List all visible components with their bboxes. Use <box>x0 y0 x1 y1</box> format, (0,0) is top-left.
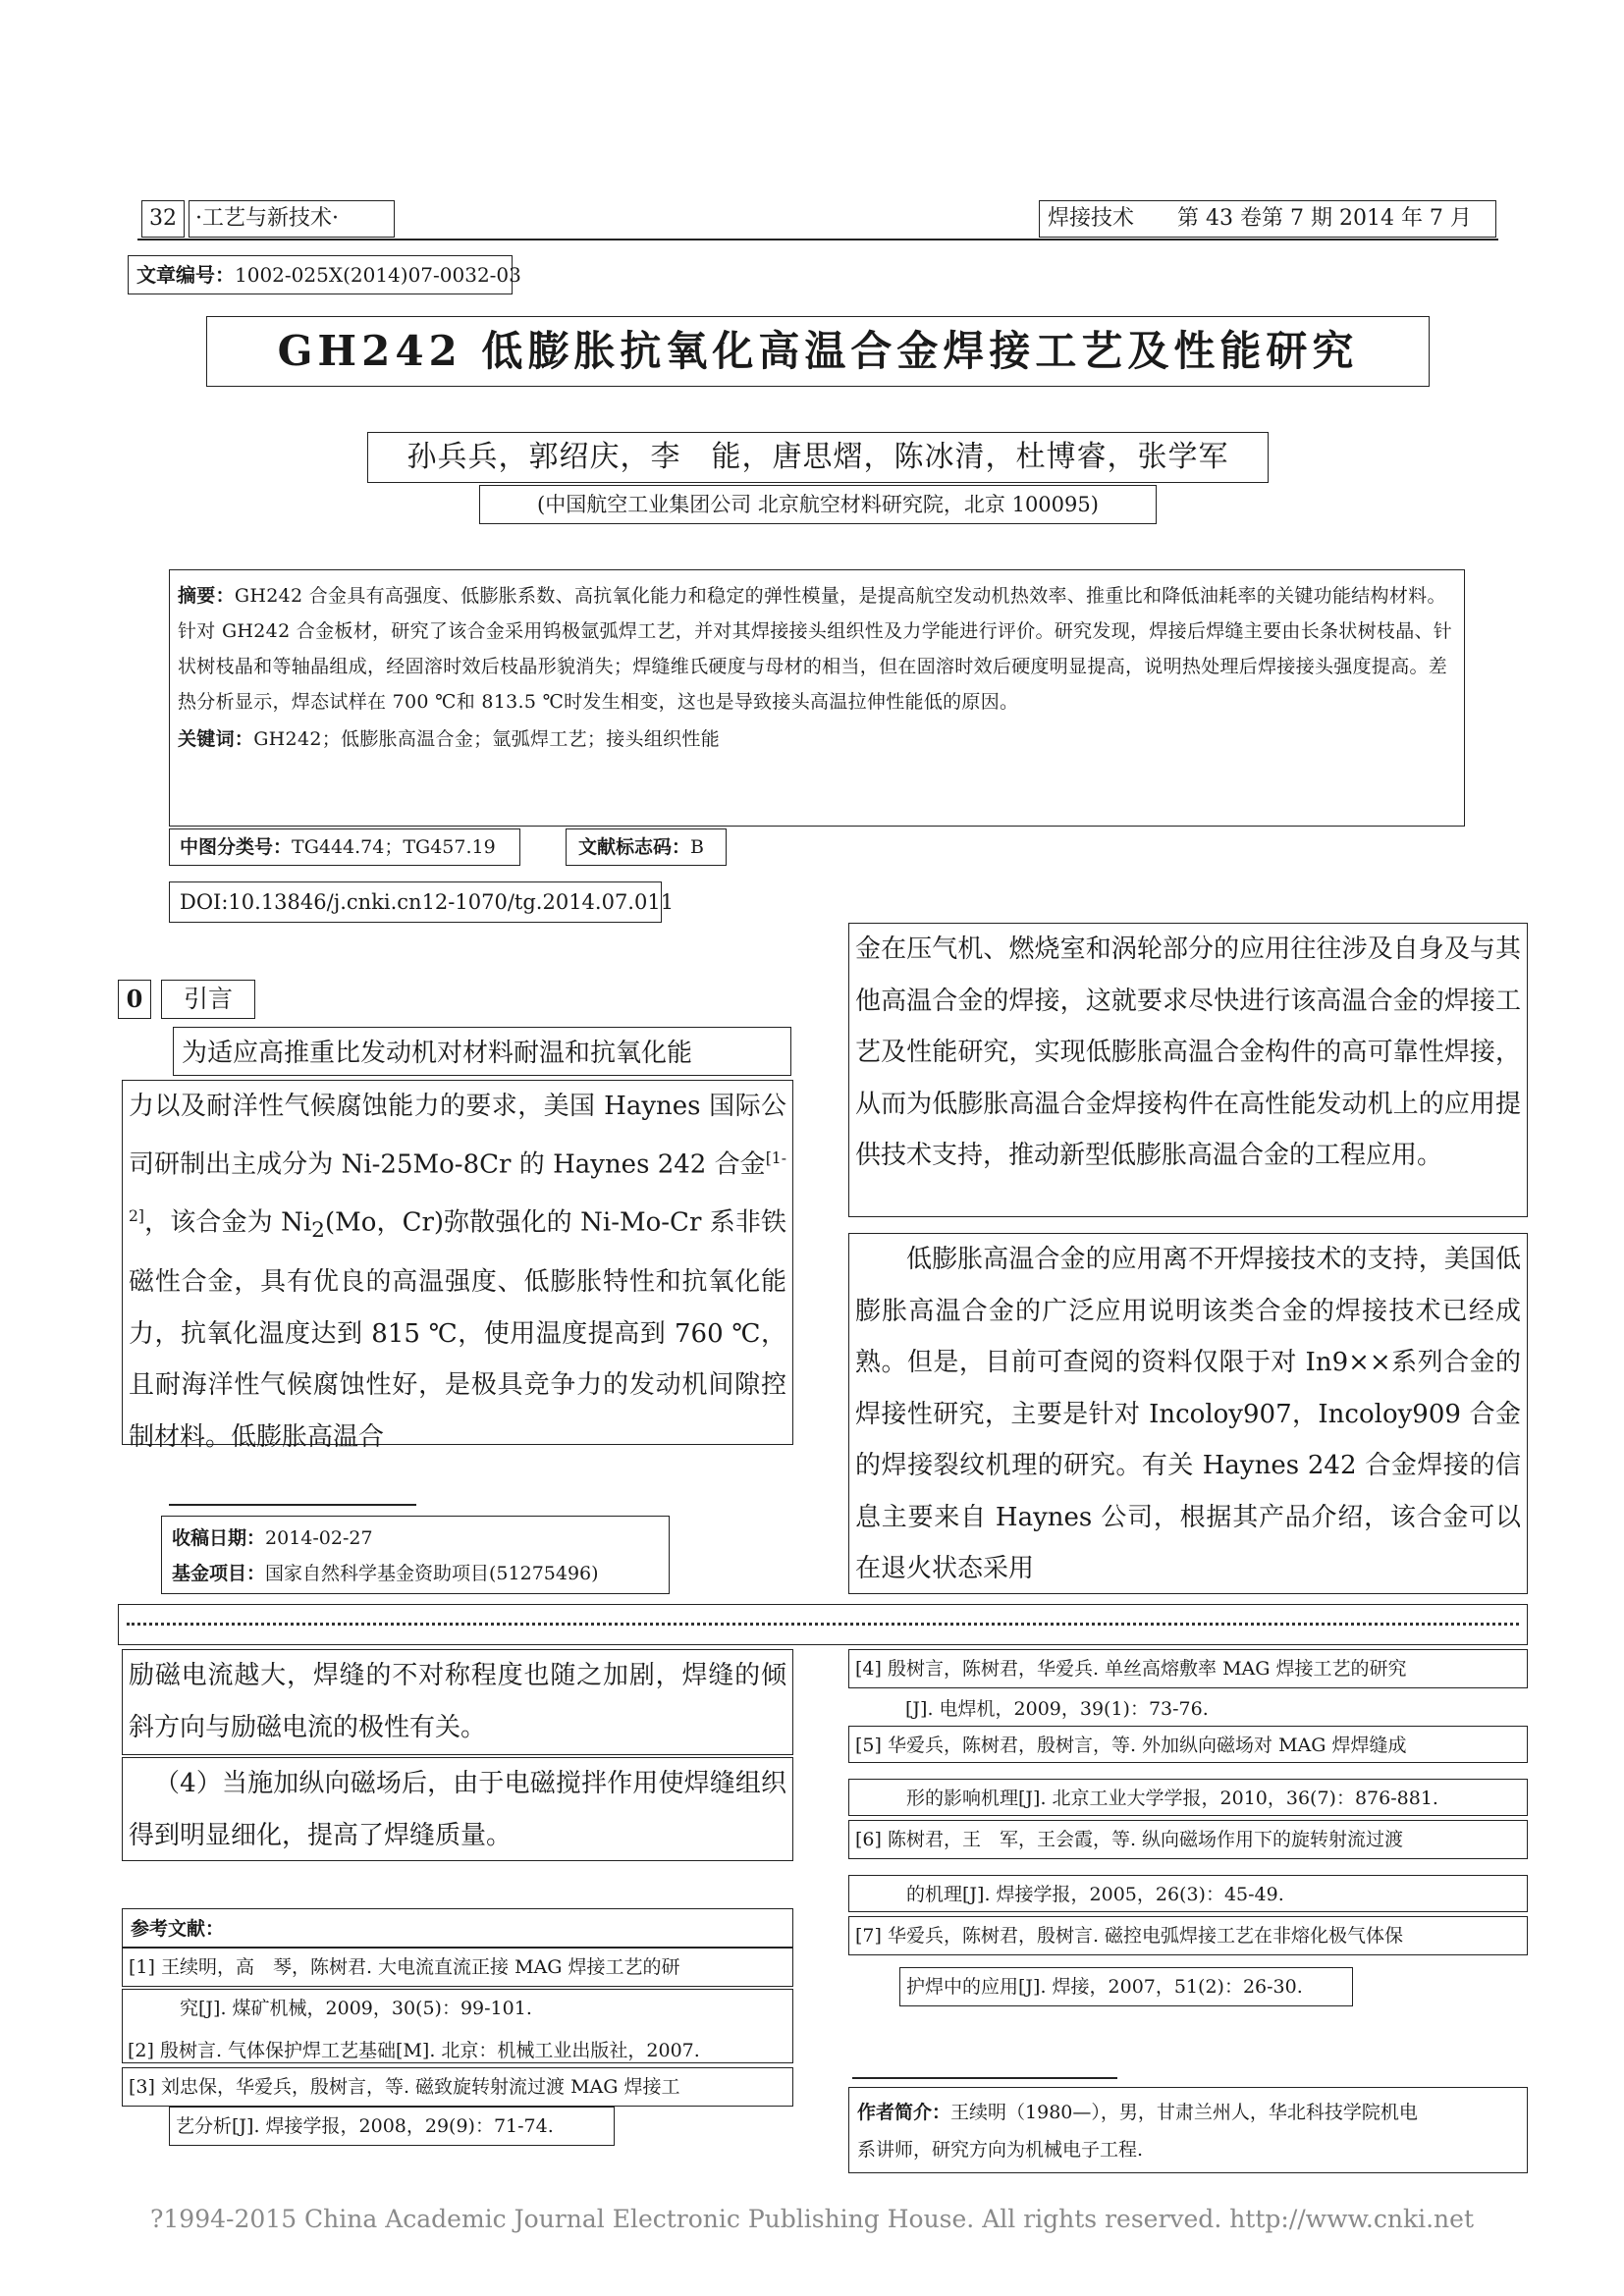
reference-7-cont: 护焊中的应用[J]. 焊接，2007，51(2)：26-30. <box>899 1967 1353 2006</box>
prev-article-paragraph: 励磁电流越大，焊缝的不对称程度也随之加剧，焊缝的倾斜方向与励磁电流的极性有关。 <box>122 1649 793 1755</box>
reference-1-cont: 究[J]. 煤矿机械，2009，30(5)：99-101. <box>122 1989 793 2063</box>
intro-first-line: 为适应高推重比发动机对材料耐温和抗氧化能 <box>173 1027 791 1076</box>
section-number: 0 <box>118 980 151 1019</box>
intro-paragraph-2: 低膨胀高温合金的应用离不开焊接技术的支持，美国低膨胀高温合金的广泛应用说明该类合金的焊接技术已经成熟。但是，目前可查阅的资料仅限于对 In9××系列合金的焊接性研究，主要是针对 Incoloy907，Incoloy909 合金的焊接裂纹机理的研究。有关 Haynes 242 合金焊接的信息主要来自 Haynes 公司，根据其产品介绍，该合金可以在退火状态采用 <box>848 1233 1528 1594</box>
reference-2: [2] 殷树言. 气体保护焊工艺基础[M]. 北京：机械工业出版社，2007. <box>128 2040 700 2061</box>
section-title: 引言 <box>161 980 255 1019</box>
reference-6-cont: 的机理[J]. 焊接学报，2005，26(3)：45-49. <box>848 1875 1528 1912</box>
received-date: 收稿日期：2014-02-27 <box>172 1527 373 1549</box>
abstract-text: 摘要：GH242 合金具有高强度、低膨胀系数、高抗氧化能力和稳定的弹性模量，是提高航空发动机热效率、推重比和降低油耗率的关键功能结构材料。针对 GH242 合金板材，研究了该合金采用钨极氩弧焊工艺，并对其焊接接头组织性及力学能进行评价。研究发现，焊接后焊缝主要由长条状树枝晶、针状树枝晶和等轴晶组成，经固溶时效后枝晶形貌消失；焊缝维氏硬度与母材的相当，但在固溶时效后硬度明显提高，说明热处理后焊接接头强度提高。差热分析显示，焊态试样在 700 ℃和 813.5 ℃时发生相变，这也是导致接头高温拉伸性能低的原因。 <box>178 585 1453 713</box>
reference-6: [6] 陈树君，王 军，王会霞，等. 纵向磁场作用下的旋转射流过渡 <box>848 1820 1528 1859</box>
copyright-notice: ?1994-2015 China Academic Journal Electronic Publishing House. All rights reserved. http://www.cnki.net <box>150 2205 1474 2233</box>
footnote-rule <box>169 1504 416 1506</box>
author-note-line-2: 系讲师，研究方向为机械电子工程. <box>857 2139 1144 2161</box>
prev-article-conclusion: （4）当施加纵向磁场后，由于电磁搅拌作用使焊缝组织得到明显细化，提高了焊缝质量。 <box>122 1757 793 1861</box>
paper-title: GH242 低膨胀抗氧化高温合金焊接工艺及性能研究 <box>206 316 1430 387</box>
page-number: 32 <box>141 200 185 238</box>
author-note <box>848 2087 1528 2173</box>
page-separator <box>118 1604 1528 1645</box>
abstract-box <box>169 569 1465 827</box>
fund-project: 基金项目：国家自然科学基金资助项目(51275496) <box>172 1563 599 1584</box>
reference-7: [7] 华爱兵，陈树君，殷树言. 磁控电弧焊接工艺在非熔化极气体保 <box>848 1916 1528 1955</box>
keywords: 关键词：GH242；低膨胀高温合金；氩弧焊工艺；接头组织性能 <box>178 728 721 750</box>
reference-5-cont: 形的影响机理[J]. 北京工业大学学报，2010，36(7)：876-881. <box>848 1779 1528 1816</box>
reference-5: [5] 华爱兵，陈树君，殷树言，等. 外加纵向磁场对 MAG 焊焊缝成 <box>848 1726 1528 1763</box>
author-note-line-1: 作者简介：王续明（1980—），男，甘肃兰州人，华北科技学院机电 <box>857 2102 1418 2123</box>
author-note-rule <box>852 2077 1117 2079</box>
received-info <box>161 1516 670 1594</box>
reference-1: [1] 王续明，高 琴，陈树君. 大电流直流正接 MAG 焊接工艺的研 <box>122 1948 793 1987</box>
journal-info: 焊接技术 第 43 卷第 7 期 2014 年 7 月 <box>1039 200 1496 238</box>
reference-3: [3] 刘忠保，华爱兵，殷树言，等. 磁致旋转射流过渡 MAG 焊接工 <box>122 2067 793 2107</box>
article-number: 文章编号：1002-025X(2014)07-0032-03 <box>128 255 513 294</box>
intro-paragraph-left: 力以及耐洋性气候腐蚀能力的要求，美国 Haynes 国际公司研制出主成分为 Ni-25Mo-8Cr 的 Haynes 242 合金[1-2]，该合金为 $Ni_2(Mo$，Cr)弥散强化的 Ni-Mo-Cr 系非铁磁性合金，具有优良的高温强度、低膨胀特性和抗氧化能力，抗氧化温度达到 815 ℃，使用温度提高到 760 ℃，且耐海洋性气候腐蚀性好，是极具竞争力的发动机间隙控制材料。低膨胀高温合 <box>122 1080 793 1445</box>
reference-4: [4] 殷树言，陈树君，华爱兵. 单丝高熔敷率 MAG 焊接工艺的研究 <box>848 1649 1528 1688</box>
section-label: ·工艺与新技术· <box>189 200 395 238</box>
doi: DOI:10.13846/j.cnki.cn12-1070/tg.2014.07.011 <box>169 881 662 923</box>
reference-3-cont: 艺分析[J]. 焊接学报，2008，29(9)：71-74. <box>169 2107 615 2146</box>
clc-number: 中图分类号：TG444.74；TG457.19 <box>169 828 520 866</box>
reference-4-cont: [J]. 电焊机，2009，39(1)：73-76. <box>905 1698 1209 1720</box>
intro-paragraph-right: 金在压气机、燃烧室和涡轮部分的应用往往涉及自身及与其他高温合金的焊接，这就要求尽快进行该高温合金的焊接工艺及性能研究，实现低膨胀高温合金构件的高可靠性焊接，从而为低膨胀高温合金焊接构件在高性能发动机上的应用提供技术支持，推动新型低膨胀高温合金的工程应用。 <box>848 923 1528 1217</box>
references-heading: 参考文献： <box>122 1908 793 1948</box>
document-code: 文献标志码：B <box>566 828 727 866</box>
authors: 孙兵兵，郭绍庆，李 能，唐思熠，陈冰清，杜博睿，张学军 <box>367 432 1269 483</box>
affiliation: (中国航空工业集团公司 北京航空材料研究院，北京 100095) <box>479 485 1157 524</box>
header-rule <box>137 239 1498 240</box>
